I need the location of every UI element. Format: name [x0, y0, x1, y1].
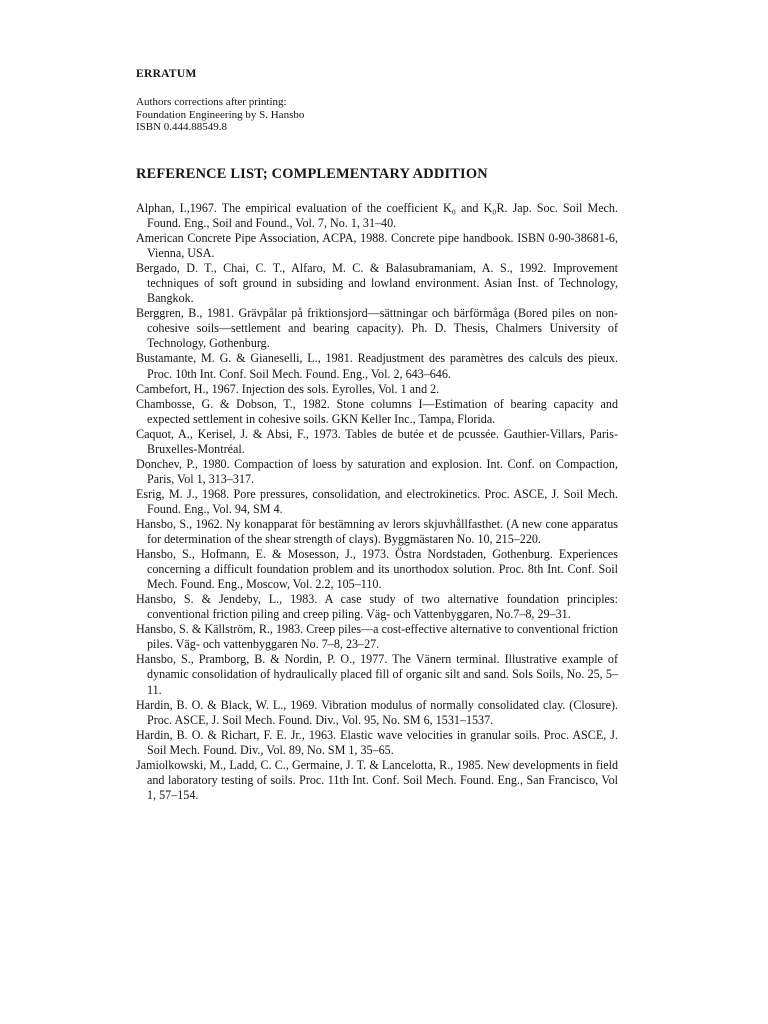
reference-item: Esrig, M. J., 1968. Pore pressures, consolidation, and electrokinetics. Proc. ASCE, J. Soil Mech. Found. Eng., Vol. 94, SM 4.: [136, 486, 618, 516]
reference-item: Donchev, P., 1980. Compaction of loess by saturation and explosion. Int. Conf. on Compaction, Paris, Vol 1, 313–317.: [136, 456, 618, 486]
reference-item: Cambefort, H., 1967. Injection des sols. Eyrolles, Vol. 1 and 2.: [136, 381, 440, 396]
reference-item: Hansbo, S. & Källström, R., 1983. Creep piles—a cost-effective alternative to conventional friction piles. Väg- och vattenbyggaren No. 7–8, 23–27.: [136, 622, 618, 652]
reference-item: Alphan, I.,1967. The empirical evaluation of the coefficient K₀ and K₀R. Jap. Soc. Soil Mech. Found. Eng., Soil and Found., Vol. 7, No. 1, 31–40.: [136, 201, 618, 231]
section-heading: REFERENCE LIST; COMPLEMENTARY ADDITION: [136, 166, 488, 182]
reference-item: Caquot, A., Kerisel, J. & Absi, F., 1973. Tables de butée et de pcussée. Gauthier-Villars, Paris-Bruxelles-Montréal.: [136, 426, 618, 456]
reference-item: Hansbo, S., 1962. Ny konapparat för bestämning av lerors skjuvhållfasthet. (A new cone apparatus for determination of the shear strength of clays). Byggmästaren No. 10, 215–220.: [136, 516, 618, 547]
reference-item: American Concrete Pipe Association, ACPA, 1988. Concrete pipe handbook. ISBN 0-90-38681-6, Vienna, USA.: [136, 231, 618, 261]
reference-item: Hansbo, S., Pramborg, B. & Nordin, P. O., 1977. The Vänern terminal. Illustrative example of dynamic consolidation of hydraulically placed fill of organic silt and sand. Sols Soils, No. 25, 5–11.: [136, 652, 618, 697]
reference-item: Berggren, B., 1981. Grävpålar på friktionsjord—sättningar och bärförmåga (Bored piles on non-cohesive soils—settlement and bearing capacity). Ph. D. Thesis, Chalmers University of Technology, Gothenburg.: [136, 306, 618, 351]
reference-list: [136, 201, 618, 803]
note-line: Authors corrections after printing:: [136, 96, 287, 108]
erratum-title: ERRATUM: [136, 68, 197, 80]
reference-item: Chambosse, G. & Dobson, T., 1982. Stone columns I—Estimation of bearing capacity and expected settlement in cohesive soils. GKN Keller Inc., Tampa, Florida.: [136, 396, 618, 426]
reference-item: Hansbo, S. & Jendeby, L., 1983. A case study of two alternative foundation principles: conventional friction piling and creep piling. Väg- och Vattenbyggaren, No.7–8, 29–31.: [136, 592, 618, 622]
reference-item: Hansbo, S., Hofmann, E. & Mosesson, J., 1973. Östra Nordstaden, Gothenburg. Experiences concerning a difficult foundation problem and its unorthodox solution. Proc. 8th Int. Conf. Soil Mech. Found. Eng., Moscow, Vol. 2.2, 105–110.: [136, 547, 618, 592]
reference-item: Jamiolkowski, M., Ladd, C. C., Germaine, J. T. & Lancelotta, R., 1985. New developments in field and laboratory testing of soils. Proc. 11th Int. Conf. Soil Mech. Found. Eng., San Francisco, Vol 1, 57–154.: [136, 757, 618, 802]
author-notes: [136, 96, 304, 134]
note-line: Foundation Engineering by S. Hansbo: [136, 108, 305, 121]
reference-item: Bustamante, M. G. & Gianeselli, L., 1981. Readjustment des paramètres des calculs des pieux. Proc. 10th Int. Conf. Soil Mech. Found. Eng., Vol. 2, 643–646.: [136, 351, 618, 381]
reference-item: Bergado, D. T., Chai, C. T., Alfaro, M. C. & Balasubramaniam, A. S., 1992. Improvement techniques of soft ground in subsiding and lowland environment. Asian Inst. of Technology, Bangkok.: [136, 261, 618, 306]
note-line: ISBN 0.444.88549.8: [136, 121, 228, 134]
reference-item: Hardin, B. O. & Black, W. L., 1969. Vibration modulus of normally consolidated clay. (Closure). Proc. ASCE, J. Soil Mech. Found. Div., Vol. 95, No. SM 6, 1531–1537.: [136, 697, 618, 727]
reference-item: Hardin, B. O. & Richart, F. E. Jr., 1963. Elastic wave velocities in granular soils. Proc. ASCE, J. Soil Mech. Found. Div., Vol. 89, No. SM 1, 35–65.: [136, 727, 618, 757]
